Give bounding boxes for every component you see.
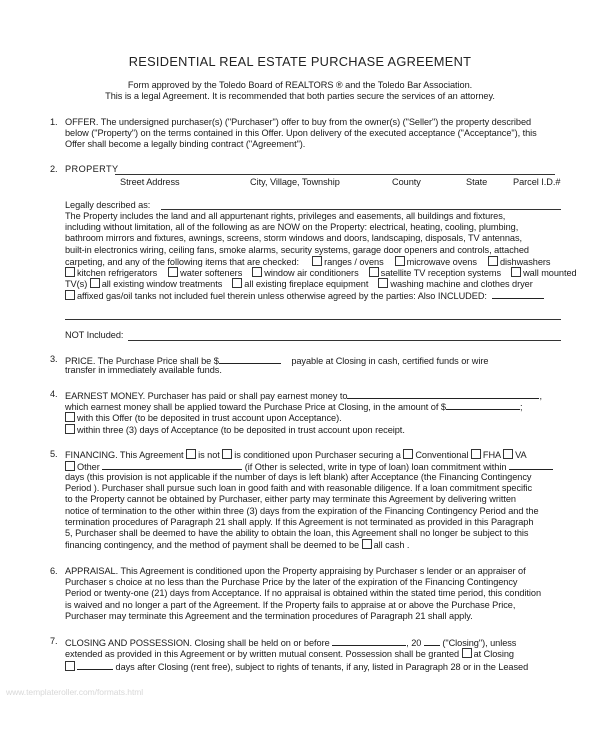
closing-label: CLOSING AND POSSESSION. Closing shall be held on or before bbox=[65, 638, 330, 648]
appraisal-line: Purchaser s choice at no less than the Purchase Price by the later of the expiration of the Financing Contingency bbox=[65, 577, 518, 588]
ranges-checkbox[interactable] bbox=[312, 256, 322, 266]
fireplace-label: all existing fireplace equipment bbox=[244, 279, 369, 290]
tvs-label: TV(s) bbox=[65, 279, 88, 290]
includes-line: including without limitation, all of the following as are NOW on the Property: electrical, heating, cooling, plumbing, bbox=[65, 222, 519, 233]
microwave-checkbox[interactable] bbox=[395, 256, 405, 266]
is-not-label: is not bbox=[198, 450, 220, 460]
includes-line: bathroom mirrors and fixtures, awnings, screens, storm windows and doors, landscaping, disposals, TV antennas, bbox=[65, 233, 522, 244]
earnest-option-2 bbox=[65, 424, 405, 436]
col-county: County bbox=[392, 177, 421, 187]
appraisal-line: Purchaser may terminate this Agreement and the termination procedures of Paragraph 21 shall apply. bbox=[65, 610, 473, 621]
financing-line: days (this provision is not applicable if the number of days is left blank) after Acceptance (the Financing Contingency bbox=[65, 472, 532, 482]
refrigerators-checkbox[interactable] bbox=[65, 267, 75, 277]
col-city: City, Village, Township bbox=[250, 177, 340, 187]
with-offer-checkbox[interactable] bbox=[65, 412, 75, 422]
earnest-money-label: EARNEST MONEY. Purchaser has paid or shall pay earnest money to bbox=[65, 391, 348, 401]
fireplace-checkbox[interactable] bbox=[232, 278, 242, 288]
closing-year-field[interactable] bbox=[424, 636, 440, 646]
appraisal-line: is waived and no longer a part of the Agreement. If the Property fails to appraise at or above the Purchase Price, bbox=[65, 599, 516, 610]
microwave-label: microwave ovens bbox=[406, 256, 477, 267]
water-softeners-label: water softeners bbox=[180, 267, 243, 278]
price-line-2: transfer in immediately available funds. bbox=[65, 365, 222, 375]
section-6-number: 6. bbox=[50, 566, 58, 576]
all-cash-checkbox[interactable] bbox=[362, 539, 372, 549]
window-treatments-checkbox[interactable] bbox=[90, 278, 100, 288]
property-address-field[interactable] bbox=[115, 174, 555, 175]
satellite-checkbox[interactable] bbox=[369, 267, 379, 277]
with-offer-label: with this Offer (to be deposited in trust account upon Acceptance). bbox=[77, 413, 342, 423]
financing-line: 5, Purchaser shall be deemed to have the ability to obtain the loan, this Agreement shall no longer be subject to this bbox=[65, 527, 529, 538]
includes-line: built-in electronics wiring, ceiling fans, smoke alarms, security systems, garage door openers and controls, attached bbox=[65, 244, 529, 255]
ranges-label: ranges / ovens bbox=[324, 256, 384, 267]
possession-label: extended as provided in this Agreement or by written mutual consent. Possession shall be granted bbox=[65, 649, 460, 659]
also-included-line-2[interactable] bbox=[65, 319, 561, 320]
days-after-closing-label: days after Closing (rent free), subject to rights of tenants, if any, listed in Paragraph 28 or in the Leased bbox=[115, 662, 529, 672]
other-loan-checkbox[interactable] bbox=[65, 461, 75, 471]
other-loan-type-field[interactable] bbox=[102, 460, 242, 470]
section-1-offer bbox=[65, 117, 565, 151]
closing-line-3 bbox=[65, 660, 528, 673]
watermark: www.templateroller.com/formats.html bbox=[6, 687, 144, 697]
within-three-days-checkbox[interactable] bbox=[65, 424, 75, 434]
financing-line: Period ). Purchaser shall pursue such loan in good faith and with reasonable diligence. If a loan commitment specific bbox=[65, 483, 533, 494]
legal-description-label: Legally described as: bbox=[65, 200, 151, 210]
items-line bbox=[65, 289, 565, 300]
col-state: State bbox=[466, 177, 488, 187]
financing-line: termination procedures of Paragraph 21 shall apply. If this Agreement is not terminated as provided in this Paragraph bbox=[65, 516, 534, 527]
appraisal-text bbox=[65, 566, 565, 622]
washing-machine-label: washing machine and clothes dryer bbox=[390, 279, 533, 290]
gas-tanks-checkbox[interactable] bbox=[65, 290, 75, 300]
commitment-days-field[interactable] bbox=[509, 460, 553, 470]
not-included-label: NOT Included: bbox=[65, 330, 124, 340]
at-closing-checkbox[interactable] bbox=[462, 648, 472, 658]
closing-definition: ("Closing"), unless bbox=[442, 638, 517, 648]
days-after-closing-checkbox[interactable] bbox=[65, 661, 75, 671]
not-included-field[interactable] bbox=[128, 340, 561, 341]
water-softeners-checkbox[interactable] bbox=[168, 267, 178, 277]
also-included-field[interactable] bbox=[492, 289, 544, 299]
dishwashers-label: dishwashers bbox=[499, 256, 551, 267]
section-4-number: 4. bbox=[50, 389, 58, 399]
includes-line: The Property includes the land and all appurtenant rights, privileges and easements, all buildings and fixtures, bbox=[65, 211, 506, 221]
conventional-checkbox[interactable] bbox=[403, 449, 413, 459]
financing-line: notice of termination to the other within three (3) days from the expiration of the Financing Contingency Period and the bbox=[65, 505, 539, 516]
conditioned-label: is conditioned upon Purchaser securing a bbox=[234, 450, 401, 460]
includes-line bbox=[65, 256, 565, 267]
is-conditioned-checkbox[interactable] bbox=[222, 449, 232, 459]
earnest-amount-field[interactable] bbox=[446, 400, 520, 410]
conventional-label: Conventional bbox=[415, 450, 469, 460]
legal-description-field[interactable] bbox=[161, 209, 561, 210]
va-checkbox[interactable] bbox=[503, 449, 513, 459]
property-heading: PROPERTY bbox=[65, 164, 119, 174]
financing-line: to the Property cannot be obtained by Purchaser, either party may terminate this Agreement by delivering written bbox=[65, 494, 516, 505]
gas-tanks-label: affixed gas/oil tanks not included fuel therein unless otherwise agreed by the parties: Also INCLUDED: bbox=[77, 291, 487, 302]
all-cash-label: all cash . bbox=[373, 540, 410, 551]
payment-method-label: financing contingency, and the method of payment shall be deemed to be bbox=[65, 540, 360, 551]
col-street-address: Street Address bbox=[120, 177, 180, 187]
va-label: VA bbox=[515, 450, 527, 460]
satellite-label: satellite TV reception systems bbox=[380, 267, 502, 278]
items-line bbox=[65, 278, 565, 289]
window-ac-checkbox[interactable] bbox=[252, 267, 262, 277]
intro-line-1: Form approved by the Toledo Board of REALTORS ® and the Toledo Bar Association. bbox=[127, 80, 473, 90]
wall-mounted-checkbox[interactable] bbox=[511, 267, 521, 277]
offer-line: Offer shall become a legally binding contract ("Agreement"). bbox=[65, 139, 306, 150]
section-1-number: 1. bbox=[50, 117, 58, 127]
is-not-checkbox[interactable] bbox=[186, 449, 196, 459]
section-3-number: 3. bbox=[50, 354, 58, 364]
fha-checkbox[interactable] bbox=[471, 449, 481, 459]
price-label: PRICE. The Purchase Price shall be $ bbox=[65, 356, 219, 366]
window-treatments-label: all existing window treatments bbox=[101, 279, 223, 290]
closing-year-prefix: , 20 bbox=[406, 638, 422, 648]
includes-line-lead: carpeting, and any of the following items that are checked: bbox=[65, 256, 300, 267]
window-ac-label: window air conditioners bbox=[264, 267, 359, 278]
days-after-closing-field[interactable] bbox=[77, 660, 113, 670]
price-terms: payable at Closing in cash, certified funds or wire bbox=[291, 356, 489, 366]
loan-commitment-label: (if Other is selected, write in type of loan) loan commitment within bbox=[244, 462, 507, 472]
closing-line-2 bbox=[65, 648, 514, 660]
purchase-price-field[interactable] bbox=[219, 354, 281, 364]
financing-line bbox=[65, 539, 565, 550]
dishwashers-checkbox[interactable] bbox=[488, 256, 498, 266]
document-title: RESIDENTIAL REAL ESTATE PURCHASE AGREEMENT bbox=[128, 54, 472, 69]
col-parcel-id: Parcel I.D.# bbox=[513, 177, 561, 187]
financing-label: FINANCING. This Agreement bbox=[65, 450, 184, 460]
wall-mounted-label: wall mounted bbox=[523, 267, 577, 278]
section-7-number: 7. bbox=[50, 636, 58, 646]
appraisal-line: APPRAISAL. This Agreement is conditioned upon the Property appraising by Purchaser s lender or an appraiser of bbox=[65, 566, 526, 576]
closing-date-field[interactable] bbox=[332, 636, 406, 646]
earnest-option-1 bbox=[65, 412, 342, 424]
offer-line: below ("Property") on the terms contained in this Offer. Upon delivery of the executed acceptance ("Acceptance"), this bbox=[65, 128, 537, 139]
earnest-line-1: EARNEST MONEY. Purchaser has paid or shall pay earnest money to , bbox=[65, 391, 542, 401]
fha-label: FHA bbox=[482, 450, 501, 460]
items-line bbox=[65, 267, 577, 278]
intro-line-2: This is a legal Agreement. It is recommended that both parties secure the services of an attorney. bbox=[105, 91, 495, 101]
property-includes-text bbox=[65, 211, 577, 302]
other-loan-label: Other bbox=[77, 462, 100, 472]
appraisal-line: Period or twenty-one (21) days from Acceptance. If no appraisal is obtained within the stated time period, this condition bbox=[65, 588, 542, 599]
refrigerators-label: kitchen refrigerators bbox=[77, 267, 158, 278]
offer-line: OFFER. The undersigned purchaser(s) ("Purchaser") offer to buy from the owner(s) ("Seller") the property described bbox=[65, 117, 532, 127]
section-5-number: 5. bbox=[50, 449, 58, 459]
washing-machine-checkbox[interactable] bbox=[378, 278, 388, 288]
within-three-days-label: within three (3) days of Acceptance (to be deposited in trust account upon receipt. bbox=[77, 425, 405, 435]
financing-text bbox=[65, 472, 565, 550]
earnest-money-holder-field[interactable] bbox=[347, 389, 539, 399]
earnest-line-2: which earnest money shall be applied toward the Purchase Price at Closing, in the amount of $ ; bbox=[65, 402, 523, 412]
at-closing-label: at Closing bbox=[473, 649, 514, 659]
earnest-amount-label: which earnest money shall be applied toward the Purchase Price at Closing, in the amount of $ bbox=[65, 402, 446, 412]
section-2-number: 2. bbox=[50, 164, 58, 174]
